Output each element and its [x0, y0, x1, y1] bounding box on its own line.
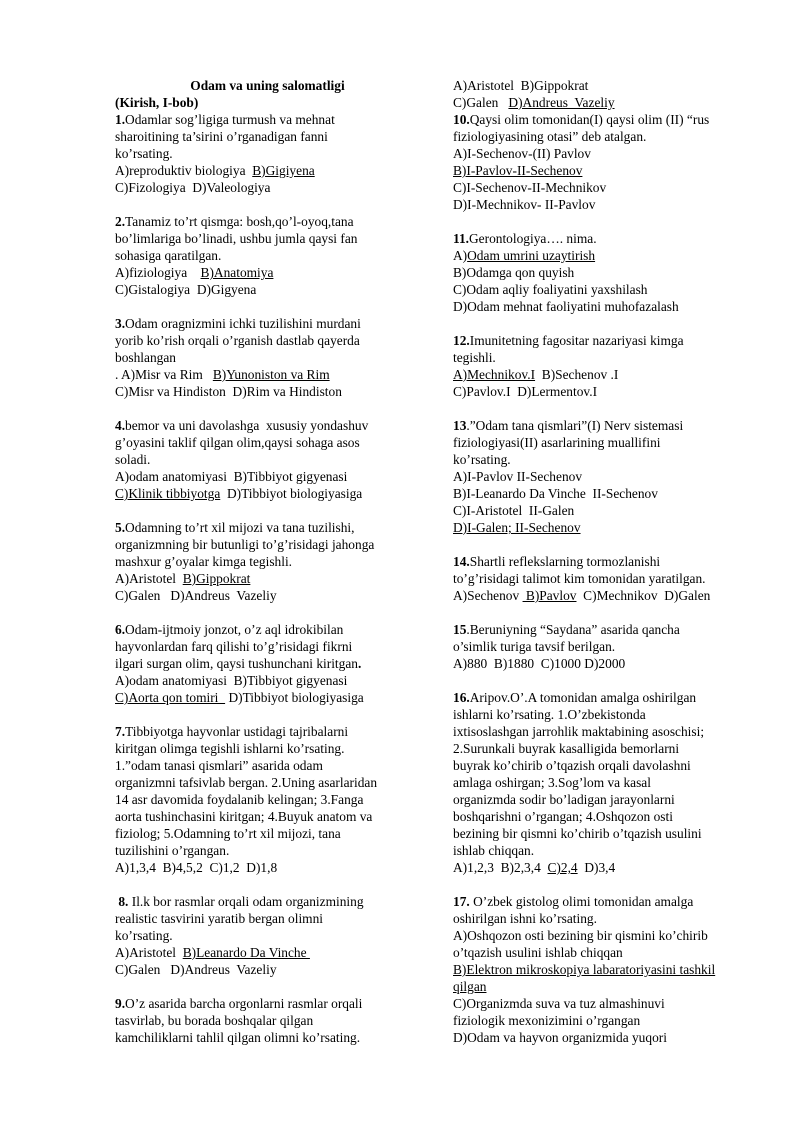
- text-segment: 1.”odam tanasi qismlari” asarida odam: [115, 758, 323, 773]
- answer-underlined: B)Anatomiya: [200, 265, 274, 280]
- text-segment: B)I-Leanardo Da Vinche II-Sechenov: [453, 486, 658, 501]
- text-segment: Tanamiz to’rt qismga: bosh,qo’l-oyoq,tana: [125, 214, 354, 229]
- question-number: 5.: [115, 520, 126, 535]
- text-segment: ishlab chiqqan.: [453, 843, 535, 858]
- text-segment: ishlarni ko’rsating. 1.O’zbekistonda: [453, 707, 646, 722]
- text-segment: .Beruniyning “Saydana” asarida qancha: [466, 622, 680, 637]
- text-segment: D)Odam mehnat faoliyatini muhofazalash: [453, 299, 679, 314]
- left-column: [115, 77, 420, 1046]
- text-line: [115, 808, 420, 825]
- text-segment: amlaga oshirgan; 3.Sog’lom va kasal: [453, 775, 651, 790]
- answer-underlined: C)Aorta qon tomiri: [115, 690, 226, 705]
- text-segment: C)Fizologiya D)Valeologiya: [115, 180, 271, 195]
- text-line: [115, 383, 420, 400]
- text-line: [115, 332, 420, 349]
- text-line: [453, 179, 753, 196]
- question-number: 9.: [115, 996, 126, 1011]
- text-segment: to’g’risidagi talimot kim tomonidan yaratilgan.: [453, 571, 706, 586]
- text-segment: D)I-Mechnikov- II-Pavlov: [453, 197, 596, 212]
- text-segment: D)3,4: [577, 860, 616, 875]
- text-line: [453, 740, 753, 757]
- text-line: [115, 757, 420, 774]
- answer-underlined: B)Pavlov: [522, 588, 577, 603]
- question-number: 13: [453, 418, 467, 433]
- text-line: [115, 910, 420, 927]
- question-number: 15: [453, 622, 467, 637]
- answer-underlined: qilgan: [453, 979, 487, 994]
- blank-line: [453, 213, 753, 230]
- text-segment: fiziologik mexonizimini o’rgangan: [453, 1013, 641, 1028]
- text-line: [115, 179, 420, 196]
- left-column-body: [115, 111, 420, 1046]
- text-line: [453, 689, 753, 706]
- text-segment: A)Aristotel: [115, 571, 183, 586]
- text-segment: A)880 B)1880 C)1000 D)2000: [453, 656, 626, 671]
- text-line: [453, 111, 753, 128]
- text-segment: C)Odam aqliy foaliyatini yaxshilash: [453, 282, 648, 297]
- text-segment: sohasiga qaratilgan.: [115, 248, 222, 263]
- text-line: [453, 332, 753, 349]
- text-line: [453, 162, 753, 179]
- text-segment: ko’rsating.: [115, 928, 173, 943]
- text-line: [115, 1012, 420, 1029]
- right-column-body: [453, 77, 753, 1046]
- text-segment: sharoitining ta’sirini o’rganadigan fanni: [115, 129, 328, 144]
- text-line: [453, 655, 753, 672]
- text-line: [453, 417, 753, 434]
- page-title: Odam va uning salomatligi: [190, 78, 345, 93]
- text-line: [453, 723, 753, 740]
- text-line: [453, 706, 753, 723]
- question-number: 3.: [115, 316, 126, 331]
- text-segment: fiziolog; 5.Odamning to’rt xil mijozi, tana: [115, 826, 341, 841]
- text-segment: bezining bir qismni ko’chirib o’tqazish usulini: [453, 826, 702, 841]
- text-segment: realistic tasvirini yaratib bergan olimni: [115, 911, 323, 926]
- text-segment: yorib ko’rish orqali o’rganish dastlab qayerda: [115, 333, 360, 348]
- text-line: [115, 281, 420, 298]
- text-line: [453, 825, 753, 842]
- text-segment: Gerontologiya…. nima.: [469, 231, 597, 246]
- answer-underlined: B)Yunoniston va Rim: [212, 367, 330, 382]
- text-segment: tegishli.: [453, 350, 496, 365]
- answer-underlined: D)I-Galen; II-Sechenov: [453, 520, 581, 535]
- question-number: 10.: [453, 112, 470, 127]
- text-line: [453, 298, 753, 315]
- blank-line: [115, 604, 420, 621]
- question-number: 6.: [115, 622, 126, 637]
- text-segment: C)Gistalogiya D)Gigyena: [115, 282, 257, 297]
- question-number: 1.: [115, 112, 126, 127]
- text-line: [453, 366, 753, 383]
- text-line: [453, 757, 753, 774]
- text-segment: Odamning to’rt xil mijozi va tana tuzilishi,: [125, 520, 355, 535]
- text-line: [115, 366, 420, 383]
- text-segment: A)reproduktiv biologiya: [115, 163, 253, 178]
- text-line: [115, 689, 420, 706]
- text-line: [115, 315, 420, 332]
- text-line: [115, 655, 420, 672]
- text-line: [115, 723, 420, 740]
- text-line: [115, 791, 420, 808]
- text-segment: g’oyasini taklif qilgan olim,qaysi sohaga asos: [115, 435, 360, 450]
- blank-line: [453, 604, 753, 621]
- text-line: [453, 468, 753, 485]
- blank-line: [453, 400, 753, 417]
- question-number: 4.: [115, 418, 126, 433]
- text-line: [453, 1029, 753, 1046]
- text-segment: C)I-Aristotel II-Galen: [453, 503, 575, 518]
- text-line: [453, 349, 753, 366]
- question-number: 7.: [115, 724, 126, 739]
- blank-line: [115, 196, 420, 213]
- text-segment: O’zbek gistolog olimi tomonidan amalga: [469, 894, 694, 909]
- text-segment: C)Galen: [453, 95, 509, 110]
- text-line: [115, 774, 420, 791]
- text-segment: D)Odam va hayvon organizmida yuqori: [453, 1030, 667, 1045]
- answer-underlined: B)Leanardo Da Vinche: [182, 945, 310, 960]
- text-line: [453, 910, 753, 927]
- text-line: [115, 485, 420, 502]
- text-segment: 14 asr davomida foydalanib kelingan; 3.Fanga: [115, 792, 364, 807]
- text-line: [115, 145, 420, 162]
- text-line: [115, 213, 420, 230]
- text-line: [453, 553, 753, 570]
- question-number: 12.: [453, 333, 470, 348]
- text-line: [115, 349, 420, 366]
- text-segment: fiziologiyasining otasi” deb atalgan.: [453, 129, 647, 144]
- text-segment: A)I-Pavlov II-Sechenov: [453, 469, 583, 484]
- answer-underlined: B)Gippokrat: [182, 571, 251, 586]
- text-line: [453, 859, 753, 876]
- text-segment: Tibbiyotga hayvonlar ustidagi tajribalarni: [125, 724, 349, 739]
- text-segment: Aripov.O’.A tomonidan amalga oshirilgan: [469, 690, 697, 705]
- text-segment: fiziologiyasi(II) asarlarining muallifini: [453, 435, 661, 450]
- answer-underlined: C)2,4: [547, 860, 578, 875]
- text-segment: organizmda sodir bo’ladigan jarayonlarni: [453, 792, 675, 807]
- text-line: [453, 94, 753, 111]
- answer-underlined: B)Gigiyena: [252, 163, 315, 178]
- text-line: [115, 621, 420, 638]
- question-number: 17.: [453, 894, 470, 909]
- text-line: [115, 162, 420, 179]
- text-segment: B)Odamga qon quyish: [453, 265, 575, 280]
- text-segment: C)Mechnikov D)Galen: [576, 588, 711, 603]
- blank-line: [453, 536, 753, 553]
- text-segment: A)Aristotel: [115, 945, 183, 960]
- text-line: [115, 536, 420, 553]
- question-number: .: [357, 656, 362, 671]
- text-segment: C)Galen D)Andreus Vazeliy: [115, 962, 277, 977]
- text-line: [115, 247, 420, 264]
- text-line: [453, 621, 753, 638]
- text-segment: A)fiziologiya: [115, 265, 201, 280]
- answer-underlined: A)Mechnikov.I: [453, 367, 536, 382]
- text-line: [453, 1012, 753, 1029]
- text-segment: Qaysi olim tomonidan(I) qaysi olim (II) “rus: [469, 112, 710, 127]
- text-line: [453, 264, 753, 281]
- question-number: 16.: [453, 690, 470, 705]
- text-segment: o’tqazish usulini ishlab chiqqan: [453, 945, 623, 960]
- text-line: [453, 961, 753, 978]
- text-line: [115, 927, 420, 944]
- text-segment: A)Oshqozon osti bezining bir qismini ko’chirib: [453, 928, 708, 943]
- text-segment: mashxur g’oyalar kimga tegishli.: [115, 554, 293, 569]
- text-line: [453, 638, 753, 655]
- text-line: [115, 553, 420, 570]
- text-line: [453, 808, 753, 825]
- text-line: [453, 383, 753, 400]
- answer-underlined: Odam umrini uzaytirish: [467, 248, 596, 263]
- text-line: [453, 502, 753, 519]
- text-line: [453, 434, 753, 451]
- text-line: [453, 791, 753, 808]
- text-segment: ko’rsating.: [115, 146, 173, 161]
- text-segment: A): [453, 248, 468, 263]
- text-line: [453, 77, 753, 94]
- text-line: [115, 961, 420, 978]
- text-segment: A)Aristotel B)Gippokrat: [453, 78, 589, 93]
- text-line: [453, 247, 753, 264]
- text-line: [115, 842, 420, 859]
- text-line: [115, 1029, 420, 1046]
- blank-line: [453, 876, 753, 893]
- text-segment: tuzilishini o’rgangan.: [115, 843, 230, 858]
- text-line: [115, 638, 420, 655]
- text-line: [453, 774, 753, 791]
- text-segment: bo’limlariga bo’linadi, ushbu jumla qaysi fan: [115, 231, 358, 246]
- text-line: [453, 570, 753, 587]
- text-line: [115, 859, 420, 876]
- blank-line: [115, 706, 420, 723]
- text-segment: organizmning bir butunligi to’g’risidagi jahonga: [115, 537, 375, 552]
- text-line: [115, 417, 420, 434]
- text-segment: . A)Misr va Rim: [115, 367, 213, 382]
- page-subtitle: (Kirish, I-bob): [115, 95, 199, 110]
- text-segment: D)Tibbiyot biologiyasiga: [225, 690, 364, 705]
- answer-underlined: D)Andreus Vazeliy: [508, 95, 615, 110]
- text-segment: Odam oragnizmini ichki tuzilishini murdani: [125, 316, 361, 331]
- text-segment: A)1,2,3 B)2,3,4: [453, 860, 548, 875]
- text-line: [453, 842, 753, 859]
- text-line: [115, 111, 420, 128]
- text-line: [115, 893, 420, 910]
- text-segment: O’z asarida barcha orgonlarni rasmlar orqali: [125, 996, 363, 1011]
- text-segment: C)Organizmda suva va tuz almashinuvi: [453, 996, 665, 1011]
- text-segment: ilgari surgan olim, qaysi tushunchani kiritgan: [115, 656, 358, 671]
- text-segment: aorta tushinchasini kiritgan; 4.Buyuk anatom va: [115, 809, 373, 824]
- answer-underlined: B)Elektron mikroskopiya labaratoriyasini tashkil: [453, 962, 716, 977]
- text-line: [115, 740, 420, 757]
- answer-underlined: B)I-Pavlov-II-Sechenov: [453, 163, 583, 178]
- question-number: 14.: [453, 554, 470, 569]
- text-line: [453, 128, 753, 145]
- text-segment: A)I-Sechenov-(II) Pavlov: [453, 146, 591, 161]
- text-segment: o’simlik turiga tavsif berilgan.: [453, 639, 616, 654]
- text-segment: C)Galen D)Andreus Vazeliy: [115, 588, 277, 603]
- text-segment: C)I-Sechenov-II-Mechnikov: [453, 180, 607, 195]
- question-number: 8.: [115, 894, 129, 909]
- text-line: [453, 995, 753, 1012]
- text-segment: 2.Surunkali buyrak kasalligida bemorlarni: [453, 741, 680, 756]
- text-segment: Shartli reflekslarning tormozlanishi: [469, 554, 661, 569]
- right-column: [453, 77, 753, 1046]
- text-segment: tasvirlab, bu borada boshqalar qilgan: [115, 1013, 314, 1028]
- text-segment: ko’rsating.: [453, 452, 511, 467]
- text-line: [115, 519, 420, 536]
- answer-underlined: C)Klinik tibbiyotga: [115, 486, 221, 501]
- text-line: [115, 230, 420, 247]
- text-segment: A)odam anatomiyasi B)Tibbiyot gigyenasi: [115, 673, 348, 688]
- text-line: [115, 570, 420, 587]
- text-line: [115, 944, 420, 961]
- text-line: [453, 978, 753, 995]
- text-line: [453, 944, 753, 961]
- question-number: 11.: [453, 231, 469, 246]
- text-line: [453, 485, 753, 502]
- text-line: [115, 128, 420, 145]
- text-segment: buyrak ko’chirib o’tqazish orqali davolashni: [453, 758, 691, 773]
- text-segment: A)Sechenov: [453, 588, 523, 603]
- blank-line: [115, 876, 420, 893]
- text-segment: A)odam anatomiyasi B)Tibbiyot gigyenasi: [115, 469, 348, 484]
- text-line: [453, 196, 753, 213]
- text-line: [115, 825, 420, 842]
- text-segment: soladi.: [115, 452, 151, 467]
- question-number: 2.: [115, 214, 126, 229]
- text-line: [453, 927, 753, 944]
- text-line: [453, 281, 753, 298]
- text-segment: boshlangan: [115, 350, 176, 365]
- blank-line: [453, 315, 753, 332]
- text-line: [115, 451, 420, 468]
- text-segment: hayvonlardan farq qilishi to’g’risidagi fikrni: [115, 639, 353, 654]
- text-line: [453, 893, 753, 910]
- text-line: [453, 451, 753, 468]
- text-segment: A)1,3,4 B)4,5,2 C)1,2 D)1,8: [115, 860, 278, 875]
- text-segment: .”Odam tana qismlari”(I) Nerv sistemasi: [466, 418, 684, 433]
- text-line: [115, 468, 420, 485]
- text-line: [115, 995, 420, 1012]
- text-segment: D)Tibbiyot biologiyasiga: [220, 486, 363, 501]
- text-segment: kamchiliklarni tahlil qilgan olimni ko’rsating.: [115, 1030, 361, 1045]
- text-line: [115, 434, 420, 451]
- text-line: [115, 264, 420, 281]
- text-segment: C)Pavlov.I D)Lermentov.I: [453, 384, 598, 399]
- text-line: [453, 230, 753, 247]
- text-segment: organizmni tafsivlab bergan. 2.Uning asarlaridan: [115, 775, 378, 790]
- text-segment: bemor va uni davolashga xususiy yondashuv: [125, 418, 369, 433]
- text-line: [453, 519, 753, 536]
- text-segment: ixtisoslashgan jarrohlik maktabining asoschisi;: [453, 724, 705, 739]
- text-segment: kiritgan olimga tegishli ishlarni ko’rsating.: [115, 741, 345, 756]
- text-segment: C)Misr va Hindiston D)Rim va Hindiston: [115, 384, 342, 399]
- text-segment: B)Sechenov .I: [535, 367, 619, 382]
- text-segment: boshqarishni o’rgangan; 4.Oshqozon osti: [453, 809, 673, 824]
- blank-line: [115, 400, 420, 417]
- blank-line: [115, 298, 420, 315]
- blank-line: [115, 978, 420, 995]
- blank-line: [115, 502, 420, 519]
- text-segment: Odam-ijtmoiy jonzot, o’z aql idrokibilan: [125, 622, 344, 637]
- text-segment: oshirilgan ishni ko’rsating.: [453, 911, 597, 926]
- text-line: [115, 587, 420, 604]
- text-line: [115, 672, 420, 689]
- blank-line: [453, 672, 753, 689]
- text-segment: Il.k bor rasmlar orqali odam organizmining: [128, 894, 364, 909]
- text-line: [453, 145, 753, 162]
- text-segment: Imunitetning fagositar nazariyasi kimga: [469, 333, 684, 348]
- text-line: [453, 587, 753, 604]
- text-segment: Odamlar sog’ligiga turmush va mehnat: [125, 112, 335, 127]
